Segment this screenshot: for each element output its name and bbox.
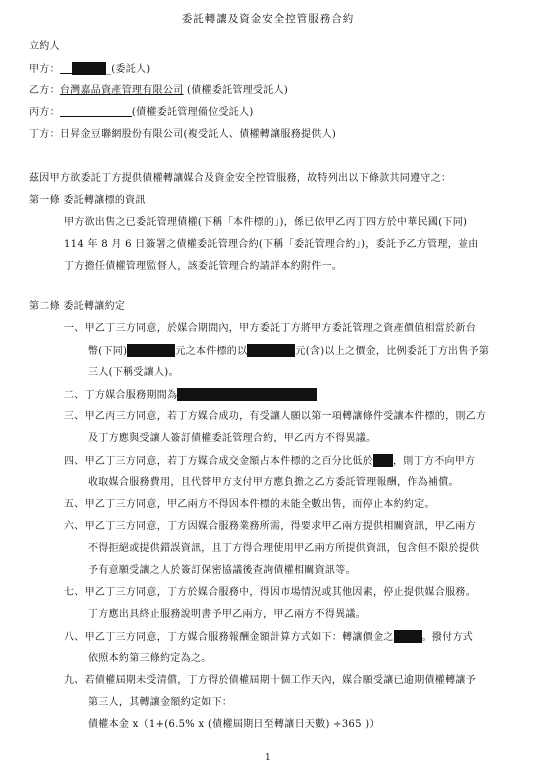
clause-8-line-1 <box>64 630 473 645</box>
redaction-sale-price <box>247 344 295 357</box>
party-a-line <box>29 62 151 77</box>
clause-3-line-2: 及丁方應與受讓人簽訂債權委託管理合約，甲乙丙方不得異議。 <box>88 433 377 444</box>
clause-2-text: 二、丁方媒合服務期間為 <box>64 390 178 401</box>
clause-2-line <box>64 388 317 403</box>
clause-9-formula: 債權本金 x（1+(6.5% x (債權屆期日至轉讓日天數) ÷365 )） <box>88 719 380 730</box>
clause-1-text-b: 元之本件標的以 <box>175 346 248 357</box>
clause-4-text-a: 四、甲乙丁三方同意，若丁方媒合成交金額占本件標的之百分比低於 <box>64 456 373 467</box>
party-a-underline <box>60 73 72 74</box>
clause-1-line-3: 三人(下稱受讓人)。 <box>88 367 179 378</box>
article-1-line-3: 丁方擔任債權管理監督人，該委託管理合約請詳本約附件一。 <box>64 261 343 272</box>
clause-4-line-2: 收取媒合服務費用，且代替甲方支付甲方應負擔之乙方委託管理報酬，作為補償。 <box>88 477 459 488</box>
parties-label: 立約人 <box>29 41 60 52</box>
article-1-heading: 第一條 委託轉讓標的資訊 <box>29 195 146 206</box>
clause-7-line-2: 丁方應出具終止服務說明書予甲乙兩方，甲乙兩方不得異議。 <box>88 609 367 620</box>
clause-4-line-1 <box>64 454 475 469</box>
article-2-heading: 第二條 委託轉讓約定 <box>29 301 126 312</box>
party-a-label: 甲方： <box>29 64 60 75</box>
party-b-suffix: (債權委託管理受託人) <box>187 85 289 96</box>
party-d-line: 丁方：日昇金豆聯網股份有限公司(複受託人、債權轉讓服務提供人) <box>29 129 337 140</box>
party-c-label: 丙方： <box>29 107 60 118</box>
page-number: 1 <box>264 753 272 763</box>
redaction-party-a-name <box>72 62 106 75</box>
clause-1-line-2 <box>88 344 489 359</box>
party-c-line <box>29 106 254 120</box>
party-b-line <box>29 84 288 98</box>
clause-7-line-1: 七、甲乙丁三方同意，丁方於媒合服務中，得因市場情況或其他因素，停止提供媒合服務。 <box>64 587 476 598</box>
article-1-line-2: 114 年 8 月 6 日簽署之債權委託管理合約(下稱「委託管理合約」)，委託予乙方管理，並由 <box>64 239 479 250</box>
party-a-suffix: _(委託人) <box>105 64 151 75</box>
party-c-suffix: (債權委託管理備位受託人) <box>131 107 254 118</box>
party-c-blank <box>60 116 132 117</box>
party-b-label: 乙方： <box>29 85 60 96</box>
clause-1-text-a: 幣(下同) <box>88 346 128 357</box>
redaction-fee-rate <box>394 630 422 643</box>
clause-9-line-2: 第三人，其轉讓金額約定如下： <box>88 697 233 708</box>
clause-1-line-1: 一、甲乙丁三方同意，於媒合期間內，甲方委託丁方將甲方委託管理之資產價值相當於新台 <box>64 323 476 334</box>
redaction-asset-value <box>127 344 175 357</box>
clause-6-line-2: 不得拒絕或提供錯誤資訊，且丁方得合理使用甲乙兩方所提供資訊，包含但不限於提供 <box>88 543 480 554</box>
party-b-name: 台灣嘉品資產管理有限公司 <box>59 85 184 96</box>
clause-8-text-b: 。撥付方式 <box>421 632 474 643</box>
intro-paragraph: 茲因甲方欲委託丁方提供債權轉讓媒合及資金安全控管服務，故特列出以下條款共同遵守之： <box>29 173 452 184</box>
clause-9-line-1: 九、若債權屆期未受清償，丁方得於債權屆期十個工作天內，媒合願受讓已逾期債權轉讓予 <box>64 675 476 686</box>
clause-4-text-b: ，則丁方不向甲方 <box>393 456 476 467</box>
clause-6-line-1: 六、甲乙丁三方同意，丁方因媒合服務業務所需，得要求甲乙兩方提供相關資訊，甲乙兩方 <box>64 521 476 532</box>
clause-5-line: 五、甲乙丁三方同意，甲乙兩方不得因本件標的未能全數出售，而停止本約約定。 <box>64 499 435 510</box>
redaction-service-period <box>177 388 317 401</box>
article-1-line-1: 甲方欲出售之已委託管理債權(下稱「本件標的」)，係已依甲乙丙丁四方於中華民國(下同) <box>64 217 468 228</box>
redaction-percentage <box>373 454 393 467</box>
clause-8-text-a: 八、甲乙丁三方同意，丁方媒合服務報酬金額計算方式如下：轉讓價金之 <box>64 632 394 643</box>
clause-6-line-3: 予有意願受讓之人於簽訂保密協議後查詢債權相關資訊等。 <box>88 565 356 576</box>
clause-1-text-c: 元(含)以上之價金，比例委託丁方出售予第 <box>295 346 490 357</box>
clause-8-line-2: 依照本約第三條約定為之。 <box>88 653 212 664</box>
contract-title: 委託轉讓及資金安全控管服務合約 <box>181 13 355 25</box>
clause-3-line-1: 三、甲乙丙三方同意，若丁方媒合成功，有受讓人願以第一項轉讓條件受讓本件標的，則乙方 <box>64 411 487 422</box>
